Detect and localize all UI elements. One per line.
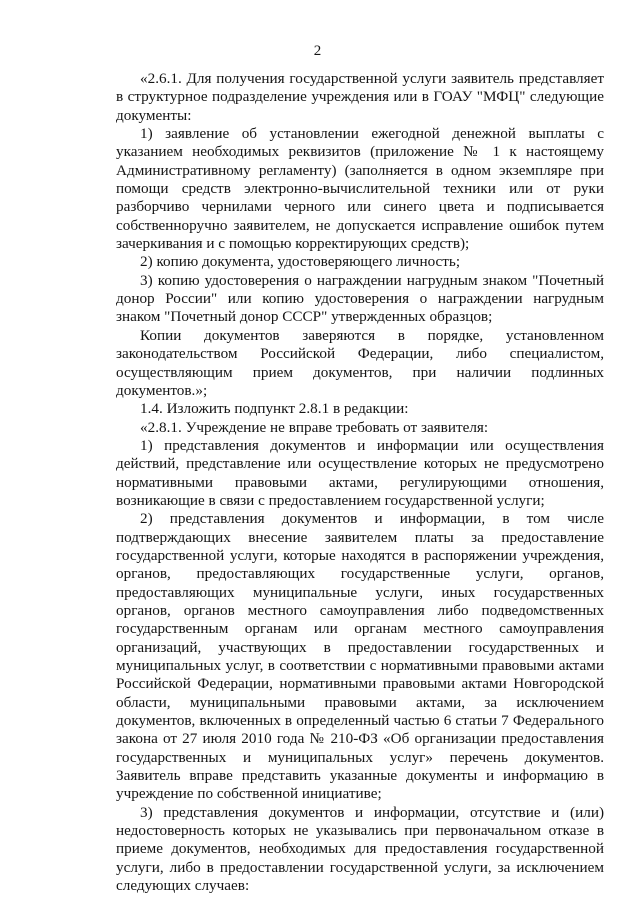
paragraph-item-3-donor-certificate: 3) копию удостоверения о награждении нагрудным знаком "Почетный донор России" или копию удостоверения о награждении нагрудным знаком "Почетный донор СССР" утвержденных образцов; xyxy=(116,271,604,326)
paragraph-2-8-1-intro: «2.8.1. Учреждение не вправе требовать от заявителя: xyxy=(140,418,489,436)
page-number: 2 xyxy=(313,43,322,59)
paragraph-restriction-2: 2) представления документов и информации, в том числе подтверждающих внесение заявителем платы за предоставление государственной услуги, которые находятся в распоряжении учреждения, органов, предоставляющих государственные услуги, органов, предоставляющих муниципальные услуги, иных государственных органов, органов местного самоуправления либо подведомственных государственным органам или органам местного самоуправления организаций, участвующих в предоставлении государственных и муниципальных услуг, в соответствии с нормативными правовыми актами Российской Федерации, нормативными правовыми актами Новгородской области, муниципальными правовыми актами, за исключением документов, включенных в определенный частью 6 статьи 7 Федерального закона от 27 июля 2010 года № 210-ФЗ «Об организации предоставления государственных и муниципальных услуг» перечень документов. Заявитель вправе представить указанные документы и информацию в учреждение по собственной инициативе; xyxy=(116,510,604,803)
paragraph-item-1-application: 1) заявление об установлении ежегодной денежной выплаты с указанием необходимых реквизитов (приложение № 1 к настоящему Административному регламенту) (заполняется в одном экземпляре при помощи средств электронно-вычислительной техники или от руки разборчиво чернилами черного или синего цвета и подписывается собственноручно заявителем, не допускается исправление ошибок путем зачеркивания и с помощью корректирующих средств); xyxy=(116,125,604,253)
paragraph-1-4-amendment: 1.4. Изложить подпункт 2.8.1 в редакции: xyxy=(140,400,409,418)
document-body xyxy=(116,70,604,895)
paragraph-copies-certification: Копии документов заверяются в порядке, установленном законодательством Российской Федерации, либо специалистом, осуществляющим прием документов, при наличии подлинных документов.»; xyxy=(116,326,604,399)
paragraph-restriction-1: 1) представления документов и информации или осуществления действий, представление или осуществление которых не предусмотрено нормативными правовыми актами, регулирующими отношения, возникающие в связи с предоставлением государственной услуги; xyxy=(116,436,604,509)
paragraph-item-2-identity-copy: 2) копию документа, удостоверяющего личность; xyxy=(140,253,461,271)
paragraph-restriction-3: 3) представления документов и информации, отсутствие и (или) недостоверность которых не указывались при первоначальном отказе в приеме документов, необходимых для предоставления государственной услуги, либо в предоставлении государственной услуги, за исключением следующих случаев: xyxy=(116,803,604,895)
paragraph-2-6-1-intro: «2.6.1. Для получения государственной услуги заявитель представляет в структурное подразделение учреждения или в ГОАУ "МФЦ" следующие документы: xyxy=(116,70,604,124)
